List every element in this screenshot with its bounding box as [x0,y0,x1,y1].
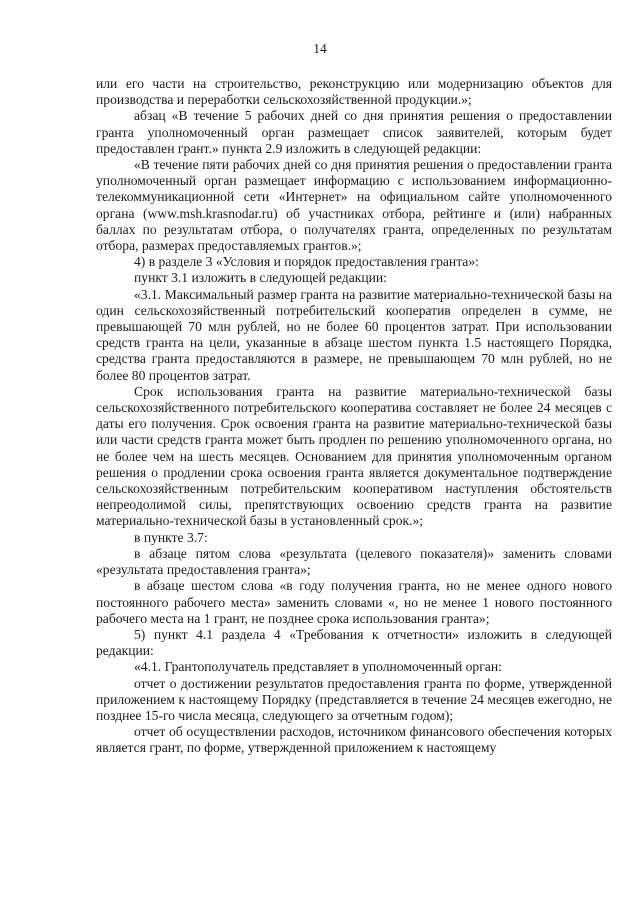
paragraph: отчет о достижении результатов предоставления гранта по форме, утвержденной приложением к настоящему Порядку (представляется в течение 24 месяцев ежегодно, не позднее 15-го числа месяца, следующего за отчетным годом); [96,675,612,723]
paragraph: абзац «В течение 5 рабочих дней со дня принятия решения о предоставлении гранта уполномоченный орган размещает список заявителей, которым будет предоставлен грант.» пункта 2.9 изложить в следующей редакции: [96,108,612,156]
paragraph: Срок использования гранта на развитие материально-технической базы сельскохозяйственного потребительского кооператива составляет не более 24 месяцев с даты его получения. Срок освоения гранта на развитие материально-технической базы или части средств гранта может быть продлен по решению уполномоченного органа, но не более чем на шесть месяцев. Основанием для принятия уполномоченным органом решения о продлении срока освоения гранта является документальное подтверждение сельскохозяйственным потребительским кооперативом наступления обстоятельств непреодолимой силы, препятствующих освоению средств гранта на развитие материально-технической базы в установленный срок.»; [96,383,612,529]
paragraph: 5) пункт 4.1 раздела 4 «Требования к отчетности» изложить в следующей редакции: [96,626,612,659]
page-number: 14 [313,41,327,56]
paragraph: «4.1. Грантополучатель представляет в уполномоченный орган: [134,659,502,675]
document-body [96,76,612,757]
paragraph: 4) в разделе 3 «Условия и порядок предоставления гранта»: [134,254,479,270]
paragraph: «В течение пяти рабочих дней со дня принятия решения о предоставлении гранта уполномоченный орган размещает информацию с использованием информационно-телекоммуникационной сети «Интернет» на официальном сайте уполномоченного органа (www.msh.krasnodar.ru) об участниках отбора, рейтинге и (или) набранных баллах по результатам отбора, о получателях гранта, определенных по результатам отбора, размерах предоставляемых грантов.»; [96,157,612,254]
paragraph: или его части на строительство, реконструкцию или модернизацию объектов для производства и переработки сельскохозяйственной продукции.»; [96,76,612,108]
paragraph: «3.1. Максимальный размер гранта на развитие материально-технической базы на один сельскохозяйственный потребительский кооператив определен в сумме, не превышающей 70 млн рублей, но не более 60 процентов затрат. При использовании средств гранта на цели, указанные в абзаце шестом пункта 1.5 настоящего Порядка, средства гранта предоставляются в размере, не превышающем 70 млн рублей, но не более 80 процентов затрат. [96,286,612,383]
paragraph: отчет об осуществлении расходов, источником финансового обеспечения которых является грант, по форме, утвержденной приложением к настоящему [96,724,612,756]
paragraph: в абзаце шестом слова «в году получения гранта, но не менее одного нового постоянного рабочего места» заменить словами «, но не менее 1 нового постоянного рабочего места на 1 грант, не позднее срока использования гранта»; [96,578,612,626]
paragraph: в пункте 3.7: [134,529,208,545]
paragraph: в абзаце пятом слова «результата (целевого показателя)» заменить словами «результата предоставления гранта»; [96,545,612,578]
paragraph: пункт 3.1 изложить в следующей редакции: [134,270,387,286]
